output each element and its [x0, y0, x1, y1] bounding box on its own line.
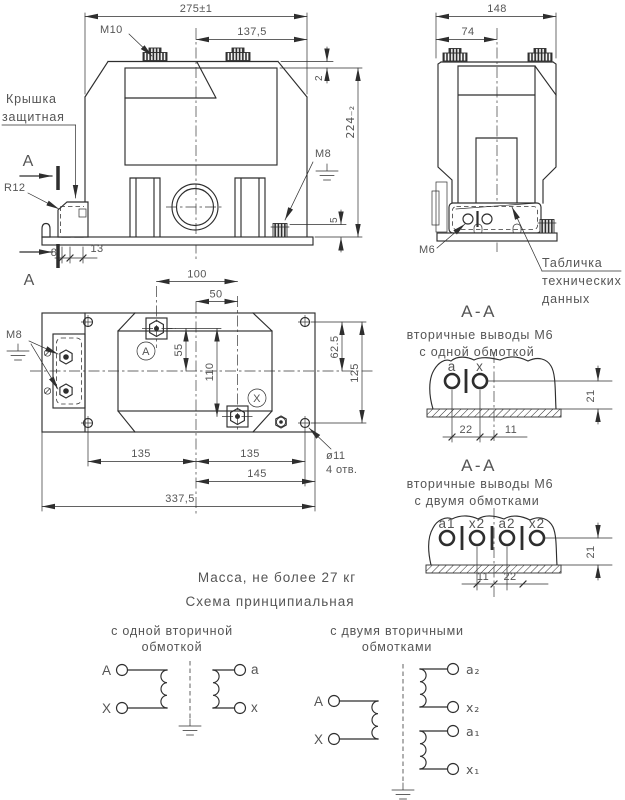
section-letter: A [22, 153, 34, 170]
dim-62-5: 62.5 [329, 335, 341, 359]
schematic-double [314, 624, 480, 799]
hv-stud-icon [528, 49, 552, 62]
section-title: A-A [461, 302, 497, 321]
section-subtitle-line1: вторичные выводы М6 [406, 328, 554, 342]
dim-11: 11 [504, 424, 518, 436]
holes-note-count: 4 отв. [326, 464, 358, 476]
section-aa-double [407, 456, 612, 600]
terminal-a-label: A [142, 346, 150, 358]
ground-bolt-label: M8 [315, 148, 332, 160]
cover-label-line1: Крышка [6, 92, 57, 106]
terminal-x-label: X [253, 393, 261, 405]
terminal-label: a [447, 359, 457, 374]
terminal-label: a1 [438, 516, 456, 531]
dim-100: 100 [187, 268, 207, 281]
dim-125: 125 [349, 363, 361, 383]
dim-11: 11 [476, 571, 490, 583]
primary-winding-icon [161, 670, 167, 708]
schematic-title: Схема принципиальная [185, 594, 355, 609]
schematic-single [102, 624, 260, 735]
terminal-label: x2 [528, 516, 546, 531]
ground-icon [316, 164, 338, 180]
dim-50: 50 [209, 288, 223, 301]
stud-label: M10 [100, 24, 123, 36]
dim-lip: 5 [329, 217, 340, 223]
terminal-label: A [313, 694, 324, 709]
terminal-label: x [251, 700, 259, 715]
dim-110: 110 [204, 362, 216, 382]
holes-note-dia: ø11 [326, 450, 346, 462]
dim-21: 21 [585, 389, 597, 403]
dim-55: 55 [173, 343, 185, 357]
section-aa-single [407, 302, 612, 444]
ground-bolt-icon [271, 224, 289, 238]
section-letter: A [23, 272, 35, 289]
dim-337-5: 337,5 [165, 493, 195, 505]
primary-winding-icon [372, 701, 378, 739]
radius-label: R12 [4, 182, 26, 194]
protective-cover [58, 202, 88, 237]
terminal-label: x [476, 359, 484, 374]
schematic-caption-line1: с одной вторичной [111, 624, 233, 638]
ground-bolt-icon [538, 220, 556, 234]
dim-overall-width: 275±1 [179, 3, 213, 15]
side-view [419, 3, 622, 306]
section-cut-marker-top [20, 153, 58, 190]
dim-135-b: 135 [240, 448, 260, 460]
schematic-caption-line2: обмоткой [141, 640, 203, 654]
ground-icon [7, 344, 29, 360]
plan-view [6, 269, 374, 516]
terminal-label: X [101, 701, 112, 716]
terminal-label: a [251, 662, 260, 677]
terminal-label: x2 [468, 516, 486, 531]
dim-depth: 148 [487, 3, 507, 15]
dim-22: 22 [459, 424, 473, 436]
dim-height: 224₋₂ [344, 105, 357, 139]
nameplate-label-line2: технических [542, 274, 622, 288]
dim-145: 145 [247, 468, 267, 480]
dim-half-depth: 74 [461, 26, 475, 38]
hv-stud-icon [226, 48, 250, 61]
ground-bolt-label: M8 [6, 329, 23, 341]
dim-tab-pitch: 13 [90, 243, 104, 255]
hv-stud-icon [143, 48, 167, 61]
section-subtitle-line2: с одной обмоткой [419, 345, 535, 359]
terminal-label: a₁ [466, 724, 481, 739]
secondary-winding-icon [420, 731, 426, 769]
terminal-label: a₂ [466, 662, 481, 677]
mass-note: Масса, не более 27 кг [197, 570, 357, 585]
dim-21: 21 [585, 545, 597, 559]
dim-135-a: 135 [131, 448, 151, 460]
section-subtitle-line2: с двумя обмотками [414, 494, 540, 508]
schematic-caption-line1: с двумя вторичными [330, 624, 464, 638]
nameplate-label-line3: данных [542, 292, 591, 306]
terminal-label: X [313, 732, 324, 747]
section-subtitle-line1: вторичные выводы М6 [406, 477, 554, 491]
dim-gap: 2 [314, 75, 325, 81]
terminal-label: x₁ [466, 762, 481, 777]
secondary-winding-icon [420, 669, 426, 707]
hv-stud-icon [443, 49, 467, 62]
ground-icon [179, 719, 201, 735]
schematic-caption-line2: обмотками [361, 640, 433, 654]
terminal-label: A [101, 663, 112, 678]
section-title: A-A [461, 456, 497, 475]
dim-tab: 8 [50, 247, 58, 259]
terminal-bolt-label: M6 [419, 244, 436, 256]
terminal-label: x₂ [466, 700, 481, 715]
ground-icon [392, 783, 414, 799]
dim-22: 22 [503, 571, 517, 583]
dim-half-width: 137,5 [237, 26, 267, 38]
cover-label-line2: защитная [2, 110, 65, 124]
front-view [2, 3, 362, 289]
secondary-winding-icon [213, 670, 219, 708]
terminal-label: a2 [498, 516, 516, 531]
nameplate-label-line1: Табличка [542, 256, 603, 270]
